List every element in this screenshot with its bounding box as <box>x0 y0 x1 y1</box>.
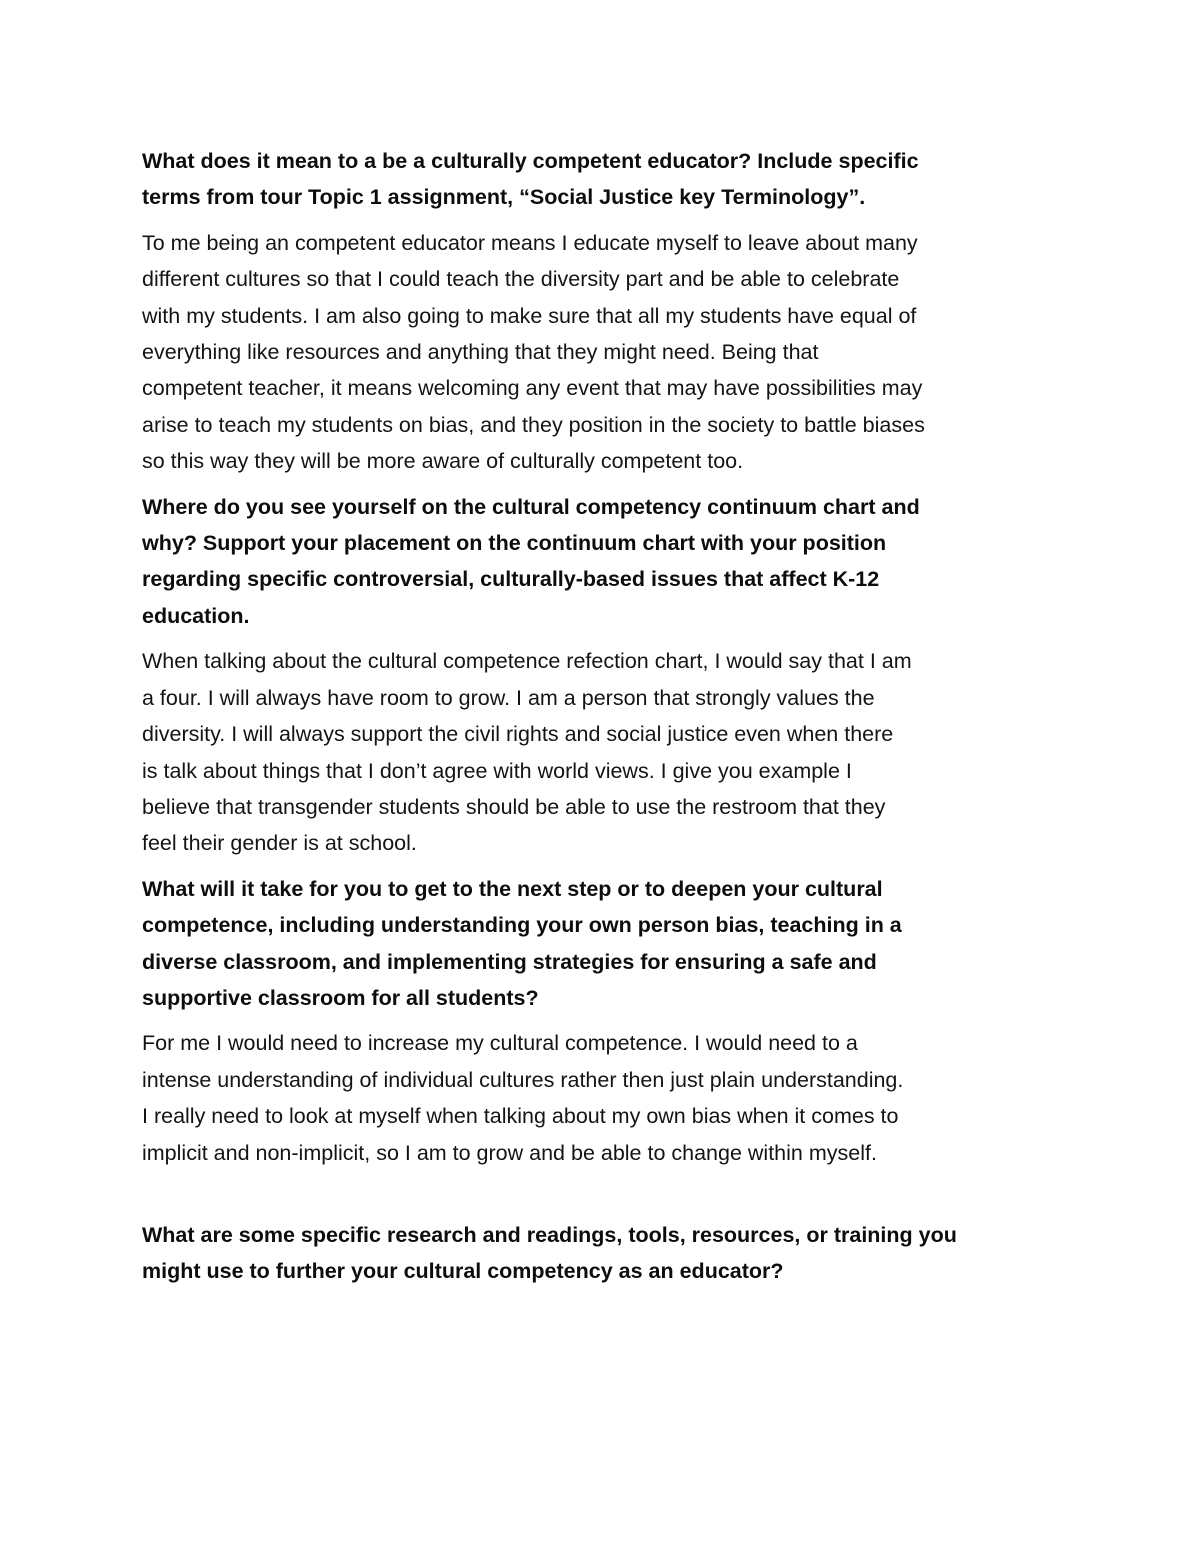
question-4 <box>142 1217 1090 1290</box>
answer-3-line: implicit and non-implicit, so I am to grow and be able to change within myself. <box>142 1140 877 1165</box>
answer-1-line: arise to teach my students on bias, and they position in the society to battle biases <box>142 412 925 437</box>
question-1-line: What does it mean to a be a culturally competent educator? Include specific <box>142 149 919 173</box>
answer-2 <box>142 643 1090 861</box>
question-2-line: education. <box>142 603 250 628</box>
answer-1-line: different cultures so that I could teach the diversity part and be able to celebrate <box>142 267 900 292</box>
paragraph-spacer <box>142 862 1090 871</box>
question-2 <box>142 489 1090 635</box>
paragraph-spacer <box>142 634 1090 643</box>
answer-2-line: a four. I will always have room to grow. I am a person that strongly values the <box>142 685 875 710</box>
paragraph-spacer <box>142 216 1090 225</box>
answer-3-line: intense understanding of individual cultures rather then just plain understanding. <box>142 1067 904 1092</box>
answer-3 <box>142 1025 1090 1171</box>
question-2-line: why? Support your placement on the continuum chart with your position <box>142 531 887 556</box>
answer-3-line: For me I would need to increase my cultural competence. I would need to a <box>142 1031 858 1056</box>
question-1-line: terms from tour Topic 1 assignment, “Social Justice key Terminology”. <box>142 185 866 210</box>
paragraph-spacer <box>142 1016 1090 1025</box>
answer-1-line: everything like resources and anything that they might need. Being that <box>142 340 819 365</box>
answer-2-line: believe that transgender students should be able to use the restroom that they <box>142 794 886 819</box>
answer-1-line: with my students. I am also going to make sure that all my students have equal of <box>142 303 917 328</box>
answer-1 <box>142 225 1090 480</box>
question-3-line: diverse classroom, and implementing strategies for ensuring a safe and <box>142 949 877 974</box>
question-2-line: Where do you see yourself on the cultural competency continuum chart and <box>142 494 920 519</box>
answer-2-line: When talking about the cultural competence refection chart, I would say that I am <box>142 649 912 674</box>
question-4-line: What are some specific research and readings, tools, resources, or training you <box>142 1222 957 1247</box>
question-2-line: regarding specific controversial, culturally-based issues that affect K-12 <box>142 567 880 592</box>
answer-2-line: diversity. I will always support the civil rights and social justice even when there <box>142 722 894 747</box>
paragraph-spacer <box>142 480 1090 489</box>
answer-2-line: is talk about things that I don’t agree with world views. I give you example I <box>142 758 852 783</box>
answer-1-line: so this way they will be more aware of culturally competent too. <box>142 449 744 474</box>
answer-1-line: To me being an competent educator means I educate myself to leave about many <box>142 230 918 255</box>
paragraph-spacer <box>142 1171 1090 1217</box>
answer-2-line: feel their gender is at school. <box>142 831 417 856</box>
question-3-line: What will it take for you to get to the next step or to deepen your cultural <box>142 876 883 901</box>
question-3-line: supportive classroom for all students? <box>142 985 539 1010</box>
answer-1-line: competent teacher, it means welcoming any event that may have possibilities may <box>142 376 923 401</box>
question-1 <box>142 143 1090 216</box>
question-3-line: competence, including understanding your own person bias, teaching in a <box>142 913 902 938</box>
question-4-line: might use to further your cultural competency as an educator? <box>142 1259 784 1284</box>
answer-3-line: I really need to look at myself when talking about my own bias when it comes to <box>142 1104 899 1129</box>
question-3 <box>142 871 1090 1017</box>
